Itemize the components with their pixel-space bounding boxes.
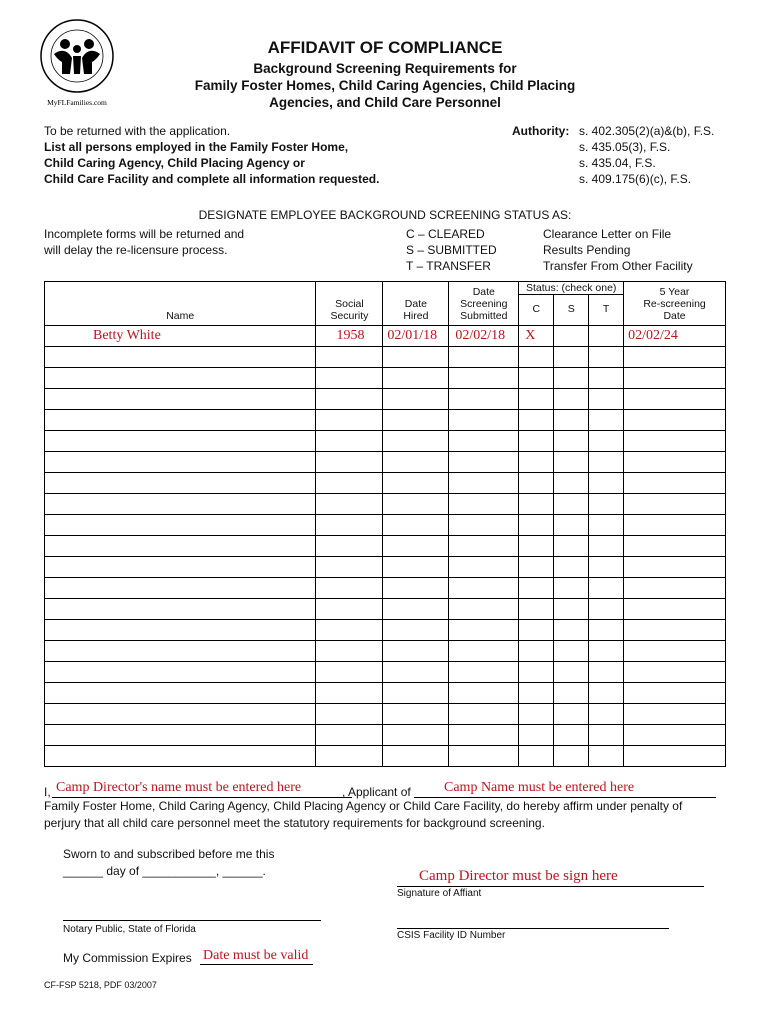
table-cell[interactable] xyxy=(554,536,589,557)
entry-name[interactable]: Betty White xyxy=(45,326,316,347)
table-cell[interactable] xyxy=(383,746,449,767)
table-cell[interactable] xyxy=(316,704,383,725)
table-cell[interactable] xyxy=(383,704,449,725)
incomplete-note xyxy=(44,226,244,258)
header-status-s: S xyxy=(554,295,589,326)
table-cell[interactable] xyxy=(589,473,624,494)
table-cell[interactable] xyxy=(519,536,554,557)
table-cell[interactable] xyxy=(624,641,726,662)
signature-value: Camp Director must be sign here xyxy=(419,868,618,884)
form-footer-id: CF-FSP 5218, PDF 03/2007 xyxy=(44,980,157,990)
table-cell[interactable] xyxy=(589,641,624,662)
table-cell[interactable] xyxy=(554,683,589,704)
table-cell[interactable] xyxy=(624,515,726,536)
subtitle-line-1: Background Screening Requirements for xyxy=(253,61,517,76)
entry-date-hired[interactable]: 02/01/18 xyxy=(383,326,449,347)
table-cell[interactable] xyxy=(554,452,589,473)
table-cell[interactable] xyxy=(45,620,316,641)
table-cell[interactable] xyxy=(519,662,554,683)
header-rescreen-date: 5 Year Re-screening Date xyxy=(624,282,726,326)
table-cell[interactable] xyxy=(589,578,624,599)
table-cell[interactable] xyxy=(45,347,316,368)
table-row xyxy=(45,452,726,473)
entry-status-t[interactable] xyxy=(589,326,624,347)
table-cell[interactable] xyxy=(624,683,726,704)
table-cell[interactable] xyxy=(554,578,589,599)
table-cell[interactable] xyxy=(554,599,589,620)
header-name: Name xyxy=(45,282,316,326)
header-date-submitted: Date Screening Submitted xyxy=(449,282,519,326)
applicant-name-field[interactable] xyxy=(52,780,352,798)
table-cell[interactable] xyxy=(519,578,554,599)
table-row xyxy=(45,704,726,725)
table-row xyxy=(45,599,726,620)
table-cell[interactable] xyxy=(554,368,589,389)
header-status-c: C xyxy=(519,295,554,326)
table-cell[interactable] xyxy=(589,368,624,389)
table-cell[interactable] xyxy=(449,473,519,494)
table-row xyxy=(45,746,726,767)
commission-date-value: Date must be valid xyxy=(203,948,309,963)
table-row xyxy=(45,410,726,431)
statute-3: s. 435.04, F.S. xyxy=(579,156,656,170)
subtitle-line-3: Agencies, and Child Care Personnel xyxy=(269,95,501,110)
table-row xyxy=(45,662,726,683)
table-cell[interactable] xyxy=(45,452,316,473)
table-cell[interactable] xyxy=(383,683,449,704)
intro-line-4: Child Care Facility and complete all information requested. xyxy=(44,172,380,186)
table-cell[interactable] xyxy=(589,347,624,368)
table-cell[interactable] xyxy=(624,578,726,599)
table-cell[interactable] xyxy=(624,473,726,494)
affirmation-line-2: Family Foster Home, Child Caring Agency, Child Placing Agency or Child Care Facility, do hereby affirm under penalty of xyxy=(44,799,683,813)
table-row xyxy=(45,683,726,704)
table-cell[interactable] xyxy=(589,557,624,578)
table-cell[interactable] xyxy=(449,683,519,704)
applicant-name-value: Camp Director's name must be entered here xyxy=(56,780,302,795)
signature-label: Signature of Affiant xyxy=(397,888,482,899)
incomplete-note-line-1: Incomplete forms will be returned and xyxy=(44,227,245,241)
status-code-s: S – SUBMITTED xyxy=(406,243,497,257)
table-cell[interactable] xyxy=(449,599,519,620)
table-cell[interactable] xyxy=(589,452,624,473)
table-cell[interactable] xyxy=(45,578,316,599)
table-cell[interactable] xyxy=(519,452,554,473)
table-cell[interactable] xyxy=(519,683,554,704)
table-cell[interactable] xyxy=(554,641,589,662)
table-cell[interactable] xyxy=(624,557,726,578)
table-cell[interactable] xyxy=(383,431,449,452)
table-cell[interactable] xyxy=(554,704,589,725)
table-cell[interactable] xyxy=(589,746,624,767)
table-cell[interactable] xyxy=(519,620,554,641)
table-cell[interactable] xyxy=(45,746,316,767)
affirmation-line-3: perjury that all child care personnel meet the statutory requirements for background screening. xyxy=(44,816,545,830)
table-cell[interactable] xyxy=(45,410,316,431)
intro-line-2: List all persons employed in the Family Foster Home, xyxy=(44,140,349,154)
camp-name-value: Camp Name must be entered here xyxy=(444,780,635,795)
table-cell[interactable] xyxy=(624,494,726,515)
statute-1: s. 402.305(2)(a)&(b), F.S. xyxy=(579,124,715,138)
status-meaning-c: Clearance Letter on File xyxy=(543,227,672,241)
table-cell[interactable] xyxy=(45,683,316,704)
table-cell[interactable] xyxy=(449,368,519,389)
table-cell[interactable] xyxy=(449,557,519,578)
status-meaning-s: Results Pending xyxy=(543,243,631,257)
table-cell[interactable] xyxy=(449,452,519,473)
table-cell[interactable] xyxy=(589,431,624,452)
table-cell[interactable] xyxy=(589,536,624,557)
intro-block xyxy=(44,123,379,187)
table-cell[interactable] xyxy=(519,494,554,515)
table-cell[interactable] xyxy=(449,494,519,515)
applicant-of-label: , Applicant of xyxy=(342,785,411,799)
table-cell[interactable] xyxy=(45,536,316,557)
csis-id-field[interactable] xyxy=(397,914,669,929)
table-cell[interactable] xyxy=(383,410,449,431)
table-cell[interactable] xyxy=(624,725,726,746)
table-cell[interactable] xyxy=(316,473,383,494)
table-cell[interactable] xyxy=(624,704,726,725)
table-cell[interactable] xyxy=(316,452,383,473)
table-cell[interactable] xyxy=(589,410,624,431)
table-cell[interactable] xyxy=(383,494,449,515)
table-cell[interactable] xyxy=(624,389,726,410)
table-cell[interactable] xyxy=(45,725,316,746)
table-row xyxy=(45,494,726,515)
table-cell[interactable] xyxy=(316,536,383,557)
table-cell[interactable] xyxy=(383,515,449,536)
table-row xyxy=(45,473,726,494)
table-cell[interactable] xyxy=(449,641,519,662)
table-cell[interactable] xyxy=(383,725,449,746)
table-cell[interactable] xyxy=(45,515,316,536)
table-cell[interactable] xyxy=(316,725,383,746)
status-code-list xyxy=(406,226,497,274)
table-cell[interactable] xyxy=(624,452,726,473)
table-cell[interactable] xyxy=(45,473,316,494)
notary-signature-field[interactable] xyxy=(63,906,321,921)
table-cell[interactable] xyxy=(554,725,589,746)
table-cell[interactable] xyxy=(589,725,624,746)
table-cell[interactable] xyxy=(449,578,519,599)
table-cell[interactable] xyxy=(45,704,316,725)
table-cell[interactable] xyxy=(554,746,589,767)
table-cell[interactable] xyxy=(316,641,383,662)
affirmation-prefix: I, xyxy=(44,785,51,799)
table-cell[interactable] xyxy=(519,368,554,389)
table-cell[interactable] xyxy=(589,683,624,704)
statute-2: s. 435.05(3), F.S. xyxy=(579,140,671,154)
table-cell[interactable] xyxy=(316,389,383,410)
intro-line-3: Child Caring Agency, Child Placing Agency or xyxy=(44,156,305,170)
table-cell[interactable] xyxy=(624,599,726,620)
table-cell[interactable] xyxy=(449,515,519,536)
table-cell[interactable] xyxy=(554,494,589,515)
header-date-hired: Date Hired xyxy=(383,282,449,326)
table-cell[interactable] xyxy=(554,662,589,683)
table-cell[interactable] xyxy=(589,662,624,683)
table-cell[interactable] xyxy=(519,431,554,452)
table-cell[interactable] xyxy=(589,494,624,515)
table-cell[interactable] xyxy=(383,578,449,599)
table-cell[interactable] xyxy=(624,620,726,641)
entry-rescreen-date[interactable]: 02/02/24 xyxy=(624,326,726,347)
table-cell[interactable] xyxy=(449,431,519,452)
table-cell[interactable] xyxy=(519,557,554,578)
table-row xyxy=(45,557,726,578)
table-cell[interactable] xyxy=(316,620,383,641)
table-cell[interactable] xyxy=(316,746,383,767)
authority-label: Authority: xyxy=(512,124,570,138)
table-cell[interactable] xyxy=(316,557,383,578)
table-cell[interactable] xyxy=(554,620,589,641)
table-cell[interactable] xyxy=(449,662,519,683)
table-row xyxy=(45,620,726,641)
table-cell[interactable] xyxy=(554,515,589,536)
table-cell[interactable] xyxy=(589,389,624,410)
table-cell[interactable] xyxy=(45,641,316,662)
status-meaning-t: Transfer From Other Facility xyxy=(543,259,693,273)
table-cell[interactable] xyxy=(449,410,519,431)
table-cell[interactable] xyxy=(589,515,624,536)
table-cell[interactable] xyxy=(449,704,519,725)
table-cell[interactable] xyxy=(624,431,726,452)
table-cell[interactable] xyxy=(449,725,519,746)
table-cell[interactable] xyxy=(519,746,554,767)
table-cell[interactable] xyxy=(589,704,624,725)
table-cell[interactable] xyxy=(449,536,519,557)
authority-statutes xyxy=(579,123,714,187)
entry-ssn[interactable]: 1958 xyxy=(316,326,383,347)
table-cell[interactable] xyxy=(316,410,383,431)
entry-status-c[interactable]: X xyxy=(519,326,554,347)
table-cell[interactable] xyxy=(554,473,589,494)
form-title: AFFIDAVIT OF COMPLIANCE xyxy=(267,38,503,57)
table-row xyxy=(45,347,726,368)
table-row xyxy=(45,368,726,389)
table-cell[interactable] xyxy=(449,389,519,410)
table-row xyxy=(45,725,726,746)
table-row xyxy=(45,431,726,452)
sworn-line-2[interactable]: ______ day of ___________, ______. xyxy=(63,864,266,878)
table-cell[interactable] xyxy=(316,515,383,536)
table-cell[interactable] xyxy=(519,704,554,725)
table-row xyxy=(45,389,726,410)
header-ssn: Social Security xyxy=(316,282,383,326)
table-cell[interactable] xyxy=(554,431,589,452)
table-cell[interactable] xyxy=(554,347,589,368)
table-row xyxy=(45,536,726,557)
table-cell[interactable] xyxy=(383,641,449,662)
commission-label: My Commission Expires xyxy=(63,951,192,965)
table-cell[interactable] xyxy=(383,347,449,368)
table-cell[interactable] xyxy=(316,347,383,368)
table-cell[interactable] xyxy=(383,536,449,557)
sworn-line-1: Sworn to and subscribed before me this xyxy=(63,847,275,861)
table-row xyxy=(45,326,726,347)
table-cell[interactable] xyxy=(383,599,449,620)
table-header-row xyxy=(45,282,726,295)
table-row xyxy=(45,515,726,536)
entry-date-submitted[interactable]: 02/02/18 xyxy=(449,326,519,347)
table-cell[interactable] xyxy=(316,578,383,599)
commission-date-field[interactable] xyxy=(200,946,313,965)
table-cell[interactable] xyxy=(383,389,449,410)
affirmation-line-1 xyxy=(44,780,734,800)
csis-label: CSIS Facility ID Number xyxy=(397,930,506,941)
table-cell[interactable] xyxy=(383,452,449,473)
table-cell[interactable] xyxy=(624,662,726,683)
table-cell[interactable] xyxy=(316,599,383,620)
intro-line-1: To be returned with the application. xyxy=(44,124,231,138)
table-cell[interactable] xyxy=(589,620,624,641)
table-cell[interactable] xyxy=(519,410,554,431)
notary-label: Notary Public, State of Florida xyxy=(63,924,196,935)
table-cell[interactable] xyxy=(45,662,316,683)
table-cell[interactable] xyxy=(519,725,554,746)
personnel-table xyxy=(44,281,726,767)
table-cell[interactable] xyxy=(383,557,449,578)
signature-field[interactable] xyxy=(397,867,704,887)
table-cell[interactable] xyxy=(624,410,726,431)
table-cell[interactable] xyxy=(383,620,449,641)
header-status: Status: (check one) xyxy=(519,282,624,295)
table-row xyxy=(45,578,726,599)
statute-4: s. 409.175(6)(c), F.S. xyxy=(579,172,692,186)
table-cell[interactable] xyxy=(519,347,554,368)
status-meaning-list xyxy=(543,226,693,274)
subtitle-line-2: Family Foster Homes, Child Caring Agencies, Child Placing xyxy=(194,78,576,93)
table-cell[interactable] xyxy=(383,473,449,494)
table-cell[interactable] xyxy=(519,599,554,620)
table-cell[interactable] xyxy=(554,557,589,578)
incomplete-note-line-2: will delay the re-licensure process. xyxy=(44,243,228,257)
table-cell[interactable] xyxy=(45,599,316,620)
table-cell[interactable] xyxy=(519,473,554,494)
table-cell[interactable] xyxy=(45,389,316,410)
logo-site-text: MyFLFamilies.com xyxy=(47,98,107,107)
table-cell[interactable] xyxy=(624,368,726,389)
table-cell[interactable] xyxy=(45,557,316,578)
camp-name-field[interactable] xyxy=(414,780,716,798)
table-row xyxy=(45,641,726,662)
table-cell[interactable] xyxy=(316,368,383,389)
table-cell[interactable] xyxy=(45,494,316,515)
table-cell[interactable] xyxy=(624,746,726,767)
entry-status-s[interactable] xyxy=(554,326,589,347)
table-cell[interactable] xyxy=(383,368,449,389)
table-cell[interactable] xyxy=(45,431,316,452)
table-cell[interactable] xyxy=(316,662,383,683)
table-cell[interactable] xyxy=(383,662,449,683)
table-cell[interactable] xyxy=(554,389,589,410)
table-cell[interactable] xyxy=(449,620,519,641)
table-cell[interactable] xyxy=(316,494,383,515)
table-cell[interactable] xyxy=(519,515,554,536)
header-status-t: T xyxy=(589,295,624,326)
table-cell[interactable] xyxy=(449,347,519,368)
table-cell[interactable] xyxy=(519,389,554,410)
status-code-c: C – CLEARED xyxy=(406,227,485,241)
table-cell[interactable] xyxy=(316,431,383,452)
table-cell[interactable] xyxy=(449,746,519,767)
designate-heading: DESIGNATE EMPLOYEE BACKGROUND SCREENING STATUS AS: xyxy=(198,208,572,222)
table-cell[interactable] xyxy=(554,410,589,431)
table-cell[interactable] xyxy=(589,599,624,620)
table-cell[interactable] xyxy=(316,683,383,704)
table-cell[interactable] xyxy=(45,368,316,389)
table-cell[interactable] xyxy=(624,536,726,557)
table-cell[interactable] xyxy=(519,641,554,662)
status-code-t: T – TRANSFER xyxy=(406,259,491,273)
table-cell[interactable] xyxy=(624,347,726,368)
